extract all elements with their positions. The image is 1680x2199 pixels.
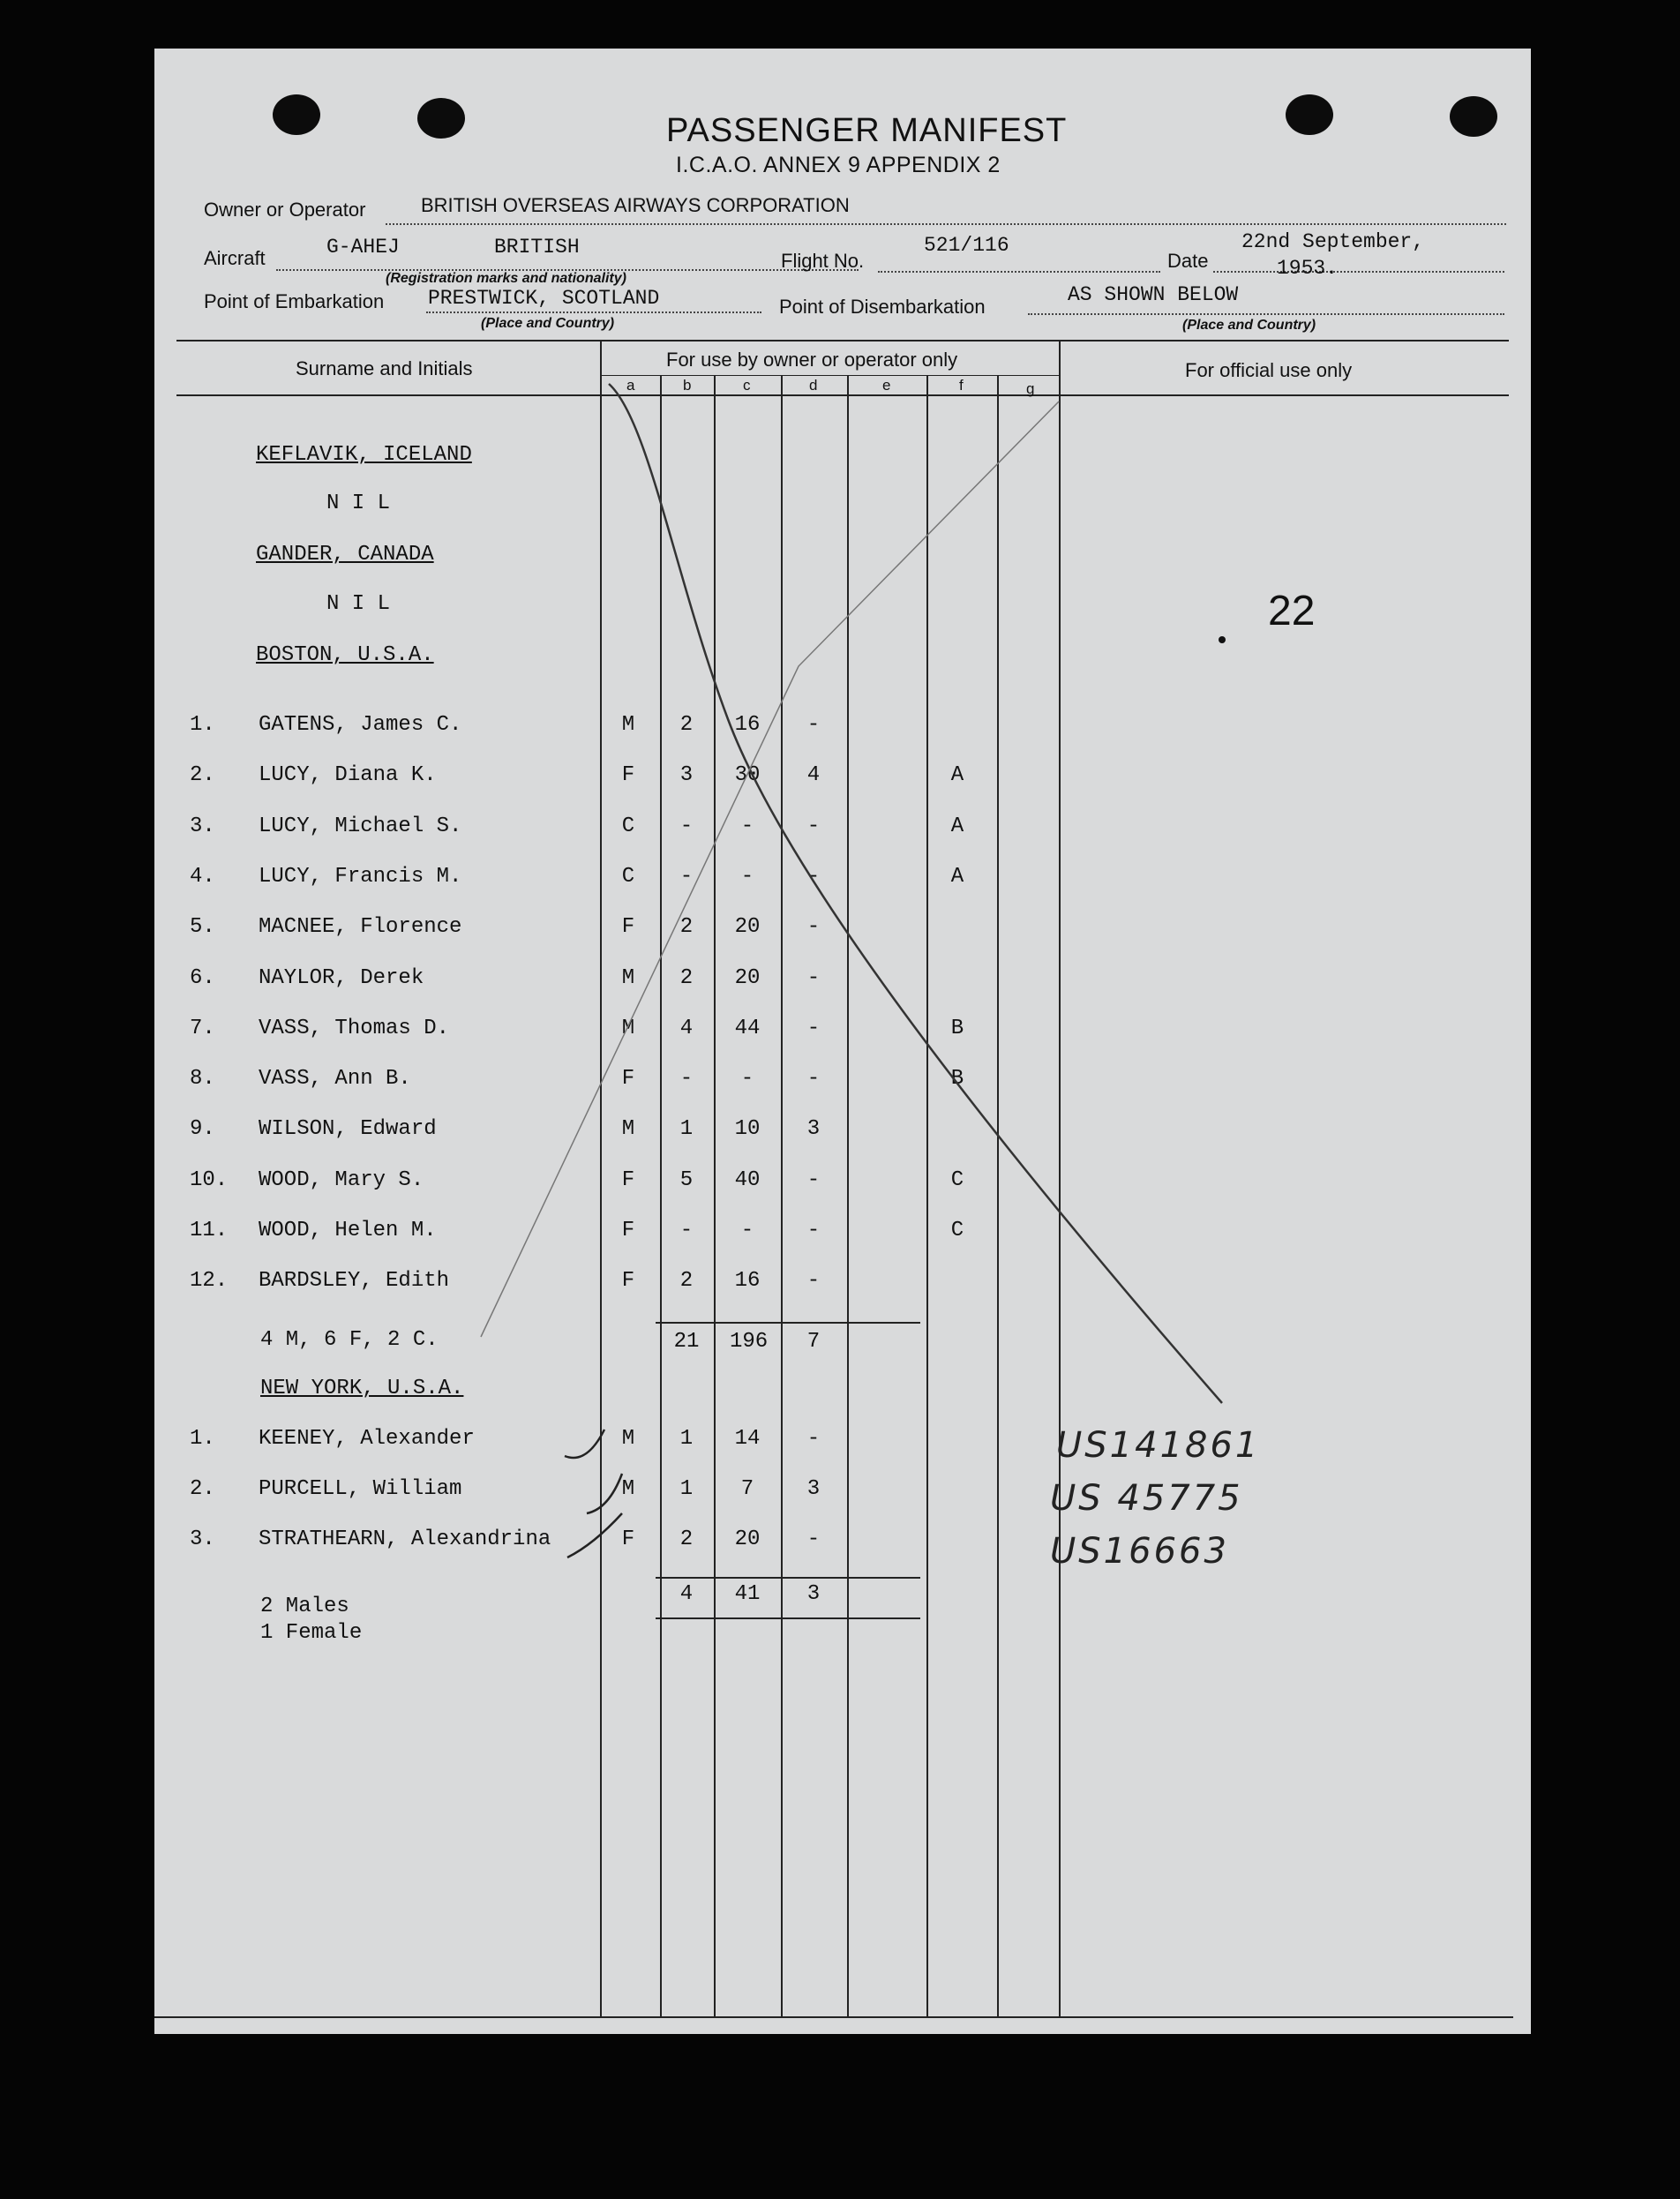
- handwritten-number: US141861: [1056, 1425, 1261, 1466]
- passenger-name: WOOD, Helen M.: [259, 1219, 437, 1242]
- passenger-weight: 40: [734, 1167, 761, 1192]
- passenger-group: A: [950, 814, 964, 838]
- passenger-excess: -: [806, 915, 821, 940]
- section-nil: N I L: [326, 592, 391, 616]
- boston-total-d: 7: [806, 1330, 821, 1354]
- passenger-weight: 16: [734, 1269, 761, 1294]
- passenger-sex: M: [621, 1016, 635, 1040]
- passenger-excess: -: [806, 1269, 821, 1294]
- check-mark: [565, 1430, 604, 1458]
- check-mark: [567, 1513, 622, 1557]
- column-letter-g: g: [1026, 380, 1035, 397]
- passenger-pieces: 5: [679, 1167, 694, 1192]
- aircraft-registration: G-AHEJ: [326, 236, 400, 259]
- passenger-name: NAYLOR, Derek: [259, 965, 424, 990]
- official-number: 22: [1268, 588, 1316, 634]
- column-header-official: For official use only: [1185, 359, 1353, 381]
- passenger-name: WILSON, Edward: [259, 1117, 437, 1142]
- passenger-group: B: [950, 1016, 964, 1040]
- manifest-title: PASSENGER MANIFEST: [666, 112, 1068, 149]
- date-label: Date: [1167, 250, 1209, 272]
- passenger-pieces: 1: [679, 1427, 694, 1451]
- column-header-name: Surname and Initials: [296, 357, 473, 379]
- new-york-total-b: 4: [679, 1582, 694, 1606]
- handwritten-number: US 45775: [1050, 1478, 1243, 1519]
- passenger-excess: 3: [806, 1477, 821, 1501]
- flight-label: Flight No.: [781, 250, 865, 272]
- passenger-sex: F: [621, 1527, 635, 1551]
- disembarkation-value: AS SHOWN BELOW: [1068, 283, 1239, 306]
- passenger-sex: M: [621, 1427, 635, 1451]
- new-york-total-d: 3: [806, 1582, 821, 1606]
- column-header-owner: For use by owner or operator only: [666, 349, 958, 371]
- passenger-number: 2.: [190, 1477, 215, 1501]
- passenger-group: C: [950, 1167, 964, 1192]
- cancellation-stroke: [609, 384, 1222, 1403]
- owner-value: BRITISH OVERSEAS AIRWAYS CORPORATION: [421, 194, 850, 216]
- section-keflavik: KEFLAVIK, ICELAND: [256, 443, 472, 467]
- manifest-subtitle: I.C.A.O. ANNEX 9 APPENDIX 2: [676, 153, 1001, 177]
- passenger-weight: -: [740, 1067, 754, 1092]
- new-york-summary-females: 1 Female: [260, 1621, 363, 1645]
- passenger-excess: -: [806, 713, 821, 737]
- passenger-excess: -: [806, 814, 821, 838]
- column-letter-d: d: [809, 377, 818, 394]
- column-letter-a: a: [626, 377, 635, 394]
- date-line-1: 22nd September,: [1241, 230, 1425, 253]
- passenger-pieces: -: [679, 1219, 694, 1242]
- passenger-weight: 7: [740, 1477, 754, 1501]
- passenger-name: BARDSLEY, Edith: [259, 1269, 450, 1294]
- passenger-name: WOOD, Mary S.: [259, 1167, 424, 1192]
- handwritten-number: US16663: [1050, 1531, 1229, 1572]
- passenger-sex: F: [621, 1219, 635, 1242]
- passenger-weight: -: [740, 814, 754, 838]
- new-york-summary-males: 2 Males: [260, 1595, 349, 1618]
- passenger-number: 8.: [190, 1067, 215, 1092]
- passenger-excess: -: [806, 1527, 821, 1551]
- passenger-weight: 20: [734, 965, 761, 990]
- passenger-pieces: 2: [679, 965, 694, 990]
- passenger-sex: M: [621, 1117, 635, 1142]
- passenger-number: 3.: [190, 1527, 215, 1551]
- passenger-weight: 10: [734, 1117, 761, 1142]
- passenger-weight: -: [740, 864, 754, 889]
- passenger-number: 1.: [190, 1427, 215, 1451]
- passenger-sex: M: [621, 713, 635, 737]
- passenger-group: A: [950, 864, 964, 889]
- passenger-number: 6.: [190, 965, 215, 990]
- passenger-pieces: -: [679, 864, 694, 889]
- manifest-sheet: [154, 49, 1531, 2034]
- passenger-sex: M: [621, 965, 635, 990]
- passenger-number: 7.: [190, 1016, 215, 1040]
- section-new-york: NEW YORK, U.S.A.: [260, 1377, 464, 1400]
- passenger-excess: -: [806, 965, 821, 990]
- column-letter-f: f: [959, 377, 964, 394]
- passenger-group: B: [950, 1067, 964, 1092]
- column-letter-e: e: [882, 377, 891, 394]
- passenger-excess: -: [806, 1016, 821, 1040]
- passenger-pieces: -: [679, 814, 694, 838]
- boston-summary: 4 M, 6 F, 2 C.: [260, 1328, 439, 1352]
- passenger-name: LUCY, Michael S.: [259, 814, 462, 838]
- passenger-number: 5.: [190, 915, 215, 940]
- passenger-sex: F: [621, 1067, 635, 1092]
- passenger-group: A: [950, 763, 964, 788]
- column-letter-c: c: [743, 377, 751, 394]
- section-boston: BOSTON, U.S.A.: [256, 643, 434, 667]
- passenger-excess: -: [806, 1427, 821, 1451]
- passenger-excess: -: [806, 1167, 821, 1192]
- passenger-number: 11.: [190, 1219, 229, 1242]
- embarkation-label: Point of Embarkation: [204, 290, 385, 312]
- passenger-name: VASS, Ann B.: [259, 1067, 411, 1092]
- aircraft-label: Aircraft: [204, 247, 266, 269]
- passenger-name: STRATHEARN, Alexandrina: [259, 1527, 551, 1551]
- passenger-pieces: 3: [679, 763, 694, 788]
- passenger-number: 4.: [190, 864, 215, 889]
- embarkation-place-note: (Place and Country): [481, 316, 615, 331]
- flight-number: 521/116: [924, 234, 1009, 257]
- passenger-pieces: 1: [679, 1117, 694, 1142]
- new-york-total-c: 41: [734, 1582, 761, 1606]
- passenger-sex: F: [621, 1167, 635, 1192]
- aircraft-nationality: BRITISH: [494, 236, 580, 259]
- passenger-sex: C: [621, 864, 635, 889]
- passenger-sex: F: [621, 1269, 635, 1294]
- pen-strokes: [154, 49, 1531, 2034]
- passenger-weight: 44: [734, 1016, 761, 1040]
- passenger-pieces: 2: [679, 713, 694, 737]
- passenger-weight: 16: [734, 713, 761, 737]
- cancellation-stroke: [481, 402, 1059, 1337]
- boston-total-c: 196: [730, 1330, 769, 1354]
- column-letter-b: b: [683, 377, 692, 394]
- owner-label: Owner or Operator: [204, 199, 366, 221]
- passenger-sex: M: [621, 1477, 635, 1501]
- date-line-2: 1953.: [1277, 257, 1339, 280]
- passenger-pieces: 4: [679, 1016, 694, 1040]
- passenger-name: VASS, Thomas D.: [259, 1016, 450, 1040]
- passenger-group: C: [950, 1219, 964, 1242]
- passenger-number: 2.: [190, 763, 215, 788]
- section-nil: N I L: [326, 492, 391, 515]
- passenger-weight: -: [740, 1219, 754, 1242]
- passenger-excess: 3: [806, 1117, 821, 1142]
- passenger-number: 3.: [190, 814, 215, 838]
- passenger-weight: 20: [734, 1527, 761, 1551]
- passenger-excess: 4: [806, 763, 821, 788]
- passenger-excess: -: [806, 1219, 821, 1242]
- passenger-excess: -: [806, 864, 821, 889]
- passenger-excess: -: [806, 1067, 821, 1092]
- passenger-name: LUCY, Diana K.: [259, 763, 437, 788]
- section-gander: GANDER, CANADA: [256, 543, 434, 567]
- passenger-name: KEENEY, Alexander: [259, 1427, 475, 1451]
- passenger-sex: F: [621, 763, 635, 788]
- disembarkation-label: Point of Disembarkation: [779, 296, 986, 318]
- passenger-weight: 30: [734, 763, 761, 788]
- registration-note: (Registration marks and nationality): [386, 271, 626, 286]
- passenger-number: 9.: [190, 1117, 215, 1142]
- passenger-sex: F: [621, 915, 635, 940]
- passenger-name: PURCELL, William: [259, 1477, 462, 1501]
- passenger-pieces: -: [679, 1067, 694, 1092]
- passenger-pieces: 2: [679, 1269, 694, 1294]
- embarkation-value: PRESTWICK, SCOTLAND: [428, 287, 660, 310]
- passenger-weight: 20: [734, 915, 761, 940]
- passenger-number: 1.: [190, 713, 215, 737]
- passenger-pieces: 1: [679, 1477, 694, 1501]
- passenger-number: 10.: [190, 1167, 229, 1192]
- passenger-number: 12.: [190, 1269, 229, 1294]
- passenger-pieces: 2: [679, 1527, 694, 1551]
- passenger-name: LUCY, Francis M.: [259, 864, 462, 889]
- passenger-pieces: 2: [679, 915, 694, 940]
- passenger-name: MACNEE, Florence: [259, 915, 462, 940]
- passenger-name: GATENS, James C.: [259, 713, 462, 737]
- passenger-weight: 14: [734, 1427, 761, 1451]
- check-mark: [587, 1474, 622, 1513]
- boston-total-b: 21: [673, 1330, 700, 1354]
- disembarkation-place-note: (Place and Country): [1182, 318, 1316, 333]
- passenger-sex: C: [621, 814, 635, 838]
